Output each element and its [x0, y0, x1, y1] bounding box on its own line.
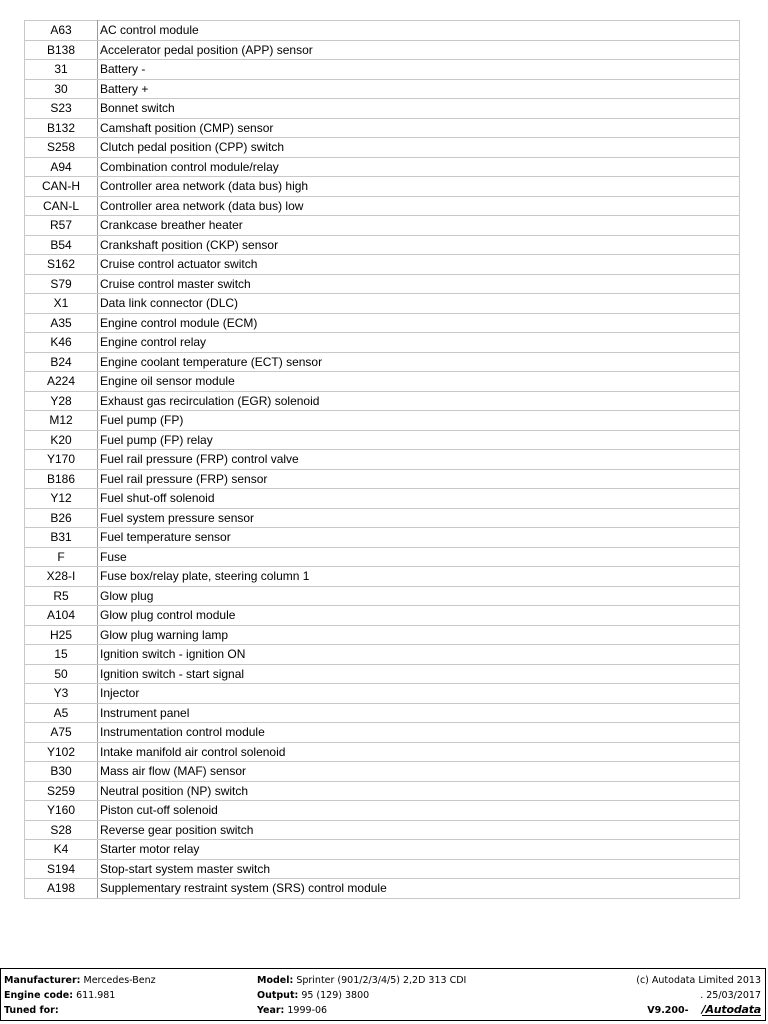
- tuned-for-row: [4, 1003, 156, 1018]
- component-description: Accelerator pedal position (APP) sensor: [98, 40, 740, 60]
- legend-row: [25, 547, 740, 567]
- legend-row: [25, 274, 740, 294]
- footer-model-column: [257, 973, 466, 1018]
- component-description: Glow plug warning lamp: [98, 625, 740, 645]
- component-description: Neutral position (NP) switch: [98, 781, 740, 801]
- component-description: Crankshaft position (CKP) sensor: [98, 235, 740, 255]
- component-description: Combination control module/relay: [98, 157, 740, 177]
- print-date: . 25/03/2017: [700, 990, 761, 1001]
- component-description: Engine control relay: [98, 333, 740, 353]
- legend-row: [25, 196, 740, 216]
- legend-row: [25, 333, 740, 353]
- component-code: R5: [25, 586, 98, 606]
- manufacturer-value: Mercedes-Benz: [83, 975, 156, 986]
- component-code: A75: [25, 723, 98, 743]
- component-description: AC control module: [98, 21, 740, 41]
- component-code: Y3: [25, 684, 98, 704]
- legend-row: [25, 625, 740, 645]
- legend-row: [25, 879, 740, 899]
- legend-row: [25, 40, 740, 60]
- legend-row: [25, 79, 740, 99]
- legend-row: [25, 801, 740, 821]
- component-description: Engine oil sensor module: [98, 372, 740, 392]
- component-code: B186: [25, 469, 98, 489]
- legend-row: [25, 645, 740, 665]
- component-code: S28: [25, 820, 98, 840]
- copyright-text: (c) Autodata Limited 2013: [636, 975, 761, 986]
- component-description: Cruise control master switch: [98, 274, 740, 294]
- component-code: A63: [25, 21, 98, 41]
- legend-body: [25, 21, 740, 899]
- component-description: Glow plug: [98, 586, 740, 606]
- legend-row: [25, 138, 740, 158]
- manufacturer-row: [4, 973, 156, 988]
- legend-row: [25, 118, 740, 138]
- component-description: Bonnet switch: [98, 99, 740, 119]
- component-code: S23: [25, 99, 98, 119]
- logo-text: Autodata: [705, 1003, 761, 1016]
- component-description: Intake manifold air control solenoid: [98, 742, 740, 762]
- output-value: 95 (129) 3800: [301, 990, 370, 1001]
- component-description: Clutch pedal position (CPP) switch: [98, 138, 740, 158]
- component-description: Cruise control actuator switch: [98, 255, 740, 275]
- component-code: B132: [25, 118, 98, 138]
- legend-row: [25, 781, 740, 801]
- legend-row: [25, 469, 740, 489]
- component-description: Camshaft position (CMP) sensor: [98, 118, 740, 138]
- engine-code-label: Engine code:: [4, 990, 74, 1001]
- component-code: A224: [25, 372, 98, 392]
- component-description: Supplementary restraint system (SRS) control module: [98, 879, 740, 899]
- component-code: 31: [25, 60, 98, 80]
- legend-row: [25, 567, 740, 587]
- component-code: Y28: [25, 391, 98, 411]
- legend-row: [25, 60, 740, 80]
- year-label: Year:: [257, 1005, 285, 1016]
- footer-publisher-column: [636, 973, 761, 1018]
- component-description: Fuel rail pressure (FRP) sensor: [98, 469, 740, 489]
- component-code: Y170: [25, 450, 98, 470]
- component-code: M12: [25, 411, 98, 431]
- legend-row: [25, 684, 740, 704]
- component-code: X1: [25, 294, 98, 314]
- engine-code-row: [4, 988, 156, 1003]
- legend-row: [25, 21, 740, 41]
- legend-row: [25, 391, 740, 411]
- component-code: S258: [25, 138, 98, 158]
- legend-row: [25, 157, 740, 177]
- component-code: B24: [25, 352, 98, 372]
- component-code: K20: [25, 430, 98, 450]
- component-code: S259: [25, 781, 98, 801]
- component-description: Controller area network (data bus) high: [98, 177, 740, 197]
- legend-row: [25, 606, 740, 626]
- component-code: B31: [25, 528, 98, 548]
- legend-row: [25, 99, 740, 119]
- legend-row: [25, 528, 740, 548]
- component-description: Engine control module (ECM): [98, 313, 740, 333]
- component-description: Ignition switch - ignition ON: [98, 645, 740, 665]
- legend-row: [25, 177, 740, 197]
- footer-vehicle-column: [4, 973, 156, 1018]
- legend-row: [25, 313, 740, 333]
- component-code: B26: [25, 508, 98, 528]
- component-description: Starter motor relay: [98, 840, 740, 860]
- component-description: Exhaust gas recirculation (EGR) solenoid: [98, 391, 740, 411]
- component-description: Stop-start system master switch: [98, 859, 740, 879]
- component-description: Reverse gear position switch: [98, 820, 740, 840]
- legend-row: [25, 372, 740, 392]
- table-right-tail: [739, 894, 740, 896]
- version-row: [636, 1003, 761, 1018]
- component-code: A35: [25, 313, 98, 333]
- component-code: X28-I: [25, 567, 98, 587]
- legend-row: [25, 411, 740, 431]
- legend-row: [25, 508, 740, 528]
- component-description: Crankcase breather heater: [98, 216, 740, 236]
- component-code: B30: [25, 762, 98, 782]
- component-code: A104: [25, 606, 98, 626]
- component-description: Piston cut-off solenoid: [98, 801, 740, 821]
- component-description: Battery +: [98, 79, 740, 99]
- component-code: A94: [25, 157, 98, 177]
- component-description: Fuel pump (FP) relay: [98, 430, 740, 450]
- model-row: [257, 973, 466, 988]
- legend-row: [25, 762, 740, 782]
- component-description: Injector: [98, 684, 740, 704]
- table-column-tail: [24, 894, 98, 896]
- legend-row: [25, 255, 740, 275]
- document-footer: [0, 968, 766, 1021]
- manufacturer-label: Manufacturer:: [4, 975, 81, 986]
- model-value: Sprinter (901/2/3/4/5) 2,2D 313 CDI: [296, 975, 467, 986]
- component-code: 50: [25, 664, 98, 684]
- legend-row: [25, 703, 740, 723]
- version-text: V9.200-: [647, 1005, 689, 1016]
- engine-code-value: 611.981: [76, 990, 116, 1001]
- legend-row: [25, 859, 740, 879]
- component-code: 30: [25, 79, 98, 99]
- component-description: Fuel pump (FP): [98, 411, 740, 431]
- legend-row: [25, 586, 740, 606]
- component-code: B54: [25, 235, 98, 255]
- component-code: K46: [25, 333, 98, 353]
- component-description: Fuse box/relay plate, steering column 1: [98, 567, 740, 587]
- legend-row: [25, 742, 740, 762]
- component-description: Ignition switch - start signal: [98, 664, 740, 684]
- component-code: Y102: [25, 742, 98, 762]
- component-code: S194: [25, 859, 98, 879]
- component-description: Instrumentation control module: [98, 723, 740, 743]
- legend-row: [25, 294, 740, 314]
- model-label: Model:: [257, 975, 294, 986]
- component-description: Fuse: [98, 547, 740, 567]
- logo-slash-icon: /: [701, 1003, 706, 1016]
- component-description: Fuel shut-off solenoid: [98, 489, 740, 509]
- component-description: Glow plug control module: [98, 606, 740, 626]
- legend-row: [25, 235, 740, 255]
- component-code: S162: [25, 255, 98, 275]
- year-value: 1999-06: [287, 1005, 328, 1016]
- component-legend-table: [24, 20, 740, 899]
- legend-row: [25, 489, 740, 509]
- legend-row: [25, 450, 740, 470]
- component-code: S79: [25, 274, 98, 294]
- component-code: Y12: [25, 489, 98, 509]
- legend-row: [25, 430, 740, 450]
- legend-row: [25, 820, 740, 840]
- autodata-logo: [702, 1004, 761, 1016]
- component-code: B138: [25, 40, 98, 60]
- component-description: Engine coolant temperature (ECT) sensor: [98, 352, 740, 372]
- component-description: Fuel temperature sensor: [98, 528, 740, 548]
- component-description: Fuel system pressure sensor: [98, 508, 740, 528]
- tuned-for-label: Tuned for:: [4, 1005, 59, 1016]
- legend-row: [25, 840, 740, 860]
- legend-row: [25, 216, 740, 236]
- component-code: K4: [25, 840, 98, 860]
- output-row: [257, 988, 466, 1003]
- component-code: 15: [25, 645, 98, 665]
- component-description: Battery -: [98, 60, 740, 80]
- component-description: Controller area network (data bus) low: [98, 196, 740, 216]
- component-code: H25: [25, 625, 98, 645]
- year-row: [257, 1003, 466, 1018]
- legend-row: [25, 723, 740, 743]
- component-code: A198: [25, 879, 98, 899]
- component-code: Y160: [25, 801, 98, 821]
- component-code: CAN-L: [25, 196, 98, 216]
- component-code: CAN-H: [25, 177, 98, 197]
- component-code: F: [25, 547, 98, 567]
- component-description: Fuel rail pressure (FRP) control valve: [98, 450, 740, 470]
- component-description: Mass air flow (MAF) sensor: [98, 762, 740, 782]
- component-description: Data link connector (DLC): [98, 294, 740, 314]
- component-code: A5: [25, 703, 98, 723]
- component-description: Instrument panel: [98, 703, 740, 723]
- component-code: R57: [25, 216, 98, 236]
- output-label: Output:: [257, 990, 299, 1001]
- legend-row: [25, 352, 740, 372]
- legend-row: [25, 664, 740, 684]
